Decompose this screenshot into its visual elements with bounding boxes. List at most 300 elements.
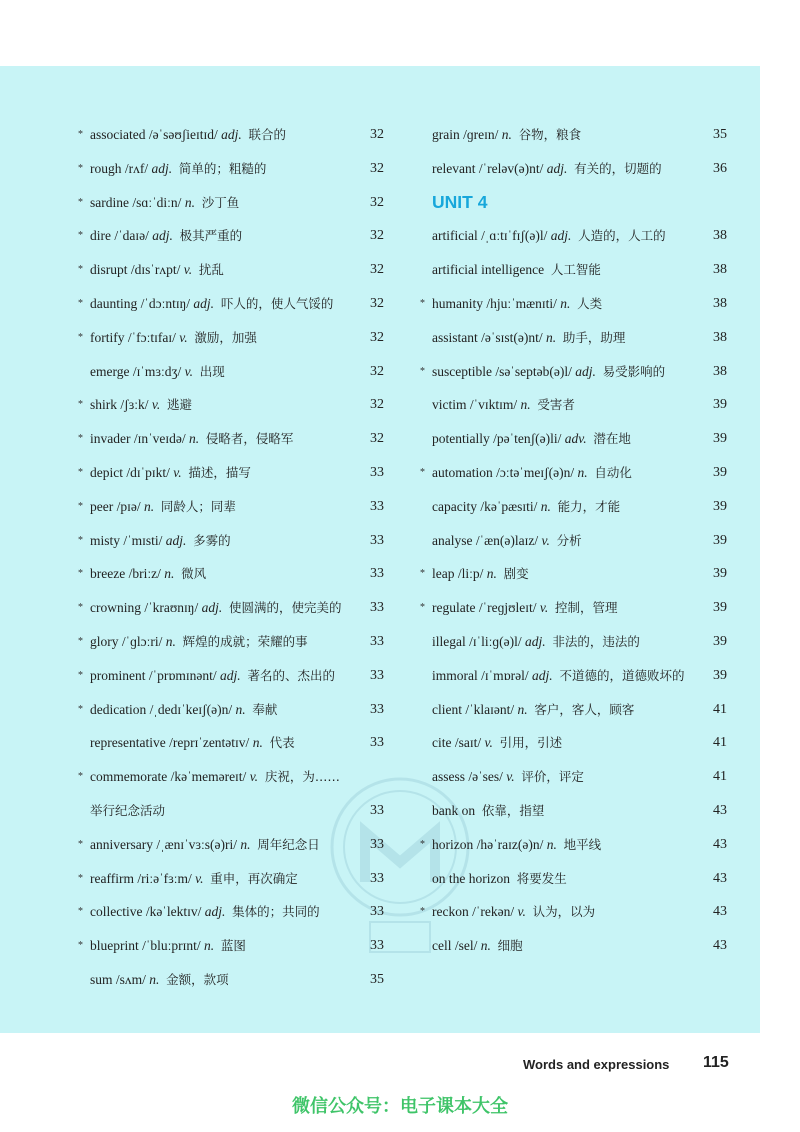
chinese-meaning: 易受影响的 (602, 363, 666, 379)
headword: illegal (432, 633, 466, 649)
phonetic: /reprɪˈzentətɪv/ (169, 735, 250, 751)
word-entry (420, 625, 727, 659)
entry-text (432, 929, 523, 963)
headword: susceptible (432, 363, 492, 379)
headword: humanity (432, 295, 483, 311)
phonetic: /ˈdɔːntɪŋ/ (140, 295, 191, 311)
phonetic: /ˈklaɪənt/ (465, 701, 515, 717)
part-of-speech: n. (235, 701, 246, 717)
entry-text (432, 862, 567, 896)
word-entry (420, 118, 727, 152)
headword: cite (432, 735, 452, 751)
chinese-meaning: 潜在地 (593, 431, 631, 447)
part-of-speech: v. (179, 329, 188, 345)
entry-text (90, 895, 320, 929)
phonetic: /ɔːtəˈmeɪʃ(ə)n/ (496, 464, 575, 480)
headword: reaffirm (90, 870, 134, 886)
chinese-meaning: 举行纪念活动 (90, 802, 166, 818)
page-reference: 43 (713, 802, 727, 818)
chinese-meaning: 细胞 (497, 938, 523, 954)
page-reference: 33 (370, 566, 384, 582)
chinese-meaning: 侵略者，侵略军 (205, 431, 294, 447)
page-reference: 38 (713, 262, 727, 278)
headword: capacity (432, 498, 477, 514)
headword: commemorate (90, 769, 168, 785)
part-of-speech: adj. (220, 667, 241, 683)
word-entry (420, 524, 727, 558)
chinese-meaning: 人类 (577, 295, 603, 311)
page-reference: 32 (370, 329, 384, 345)
word-entry (78, 828, 384, 862)
chinese-meaning: 出现 (199, 363, 225, 379)
headword: regulate (432, 600, 476, 616)
page-reference: 38 (713, 295, 727, 311)
page-reference: 43 (713, 938, 727, 954)
entry-text (90, 524, 231, 558)
entry-text (90, 456, 251, 490)
part-of-speech: adj. (151, 160, 173, 176)
chinese-meaning: 简单的；粗糙的 (178, 160, 267, 176)
asterisk-marker: * (78, 669, 83, 681)
phonetic: /hjuːˈmænɪti/ (486, 295, 557, 311)
page-reference: 32 (370, 262, 384, 278)
entry-text (432, 557, 529, 591)
word-entry (420, 152, 727, 186)
phonetic: /əˈsɪst(ə)nt/ (481, 329, 543, 345)
phonetic: /sel/ (454, 938, 478, 954)
page-reference: 41 (713, 769, 727, 785)
page-reference: 35 (713, 127, 727, 142)
page-reference: 39 (713, 633, 727, 649)
chinese-meaning: 评价，评定 (521, 769, 584, 785)
asterisk-marker: * (78, 399, 83, 411)
part-of-speech: n. (164, 566, 175, 582)
word-entry (420, 355, 727, 389)
page-reference: 38 (713, 228, 727, 244)
word-entry (420, 591, 727, 625)
page-reference: 33 (370, 667, 384, 683)
headword: immoral (432, 667, 478, 683)
entry-text (432, 355, 665, 389)
chinese-meaning: 谷物，粮食 (518, 127, 582, 142)
phonetic: /həˈraɪz(ə)n/ (476, 836, 544, 852)
word-entry (420, 388, 727, 422)
page-reference: 39 (713, 498, 727, 514)
asterisk-marker: * (420, 906, 425, 918)
phonetic: /ˈfɔːtɪfaɪ/ (127, 329, 176, 345)
part-of-speech: adv. (564, 431, 587, 447)
part-of-speech: n. (577, 464, 588, 480)
word-entry (420, 422, 727, 456)
word-entry (420, 895, 727, 929)
phonetic: /ɪˈmɒrəl/ (481, 667, 529, 683)
phonetic: /ɪnˈveɪdə/ (133, 431, 186, 447)
phonetic: /kəˈlektɪv/ (145, 904, 202, 920)
asterisk-marker: * (78, 703, 83, 715)
phonetic: /ˈreləv(ə)nt/ (478, 160, 544, 176)
word-entry (420, 456, 727, 490)
chinese-meaning: 客户，客人，顾客 (534, 701, 635, 717)
word-entry (78, 321, 384, 355)
part-of-speech: v. (249, 769, 259, 785)
entry-text (90, 253, 224, 287)
right-word-column (420, 118, 727, 963)
entry-text (90, 963, 229, 997)
chinese-meaning: 能力，才能 (557, 498, 621, 514)
page-reference: 33 (370, 498, 384, 514)
part-of-speech: adj. (524, 633, 546, 649)
word-entry (78, 659, 384, 693)
chinese-meaning: 不道德的，道德败坏的 (559, 667, 685, 683)
part-of-speech: adj. (221, 127, 242, 142)
page-reference: 35 (370, 971, 384, 987)
chinese-meaning: 控制，管理 (555, 600, 618, 616)
phonetic: /dɪsˈrʌpt/ (130, 262, 181, 278)
headword: associated (90, 127, 146, 142)
page-reference: 33 (370, 701, 384, 717)
part-of-speech: n. (204, 938, 215, 954)
phonetic: /ˈmɪsti/ (123, 532, 163, 548)
headword: bank on (432, 802, 476, 818)
phonetic: /ˈprɒmɪnənt/ (148, 667, 217, 683)
phonetic: /əˈsəʊʃieɪtɪd/ (148, 127, 218, 142)
entry-text (432, 152, 662, 186)
entry-text (90, 388, 192, 422)
page-reference: 38 (713, 363, 727, 379)
headword: fortify (90, 329, 125, 345)
part-of-speech: n. (517, 701, 528, 717)
phonetic: /ˌænɪˈvɜːs(ə)ri/ (156, 836, 238, 852)
part-of-speech: adj. (532, 667, 553, 683)
chinese-meaning: 激励，加强 (194, 329, 257, 345)
phonetic: /əˈses/ (468, 769, 503, 785)
headword: on the horizon (432, 870, 510, 886)
chinese-meaning: 认为，以为 (532, 904, 596, 920)
page-reference: 33 (370, 904, 384, 920)
entry-text (432, 524, 582, 558)
chinese-meaning: 微风 (181, 566, 207, 582)
headword: blueprint (90, 938, 139, 954)
headword: daunting (90, 295, 138, 311)
asterisk-marker: * (78, 331, 83, 343)
chinese-meaning: 引用，引述 (499, 735, 563, 751)
phonetic: /ɪˈliːɡ(ə)l/ (469, 633, 522, 649)
phonetic: /kəˈpæsɪti/ (480, 498, 538, 514)
part-of-speech: n. (540, 498, 551, 514)
entry-text (432, 693, 634, 727)
page-reference: 38 (713, 329, 727, 345)
part-of-speech: v. (517, 904, 526, 920)
word-entry (78, 895, 384, 929)
headword: analyse (432, 532, 473, 548)
entry-text (432, 253, 601, 287)
page-reference: 39 (713, 431, 727, 447)
entry-text (432, 895, 595, 929)
phonetic: /ˈdaɪə/ (114, 228, 149, 244)
chinese-meaning: 自动化 (594, 464, 632, 480)
part-of-speech: v. (184, 363, 194, 379)
headword: automation (432, 464, 493, 480)
word-entry (420, 557, 727, 591)
part-of-speech: n. (252, 735, 263, 751)
chinese-meaning: 吓人的，使人气馁的 (220, 295, 334, 311)
asterisk-marker: * (78, 602, 83, 614)
page-reference: 32 (370, 194, 384, 210)
headword: emerge (90, 363, 130, 379)
headword: rough (90, 160, 122, 176)
headword: prominent (90, 667, 146, 683)
asterisk-marker: * (420, 365, 425, 377)
entry-text (90, 693, 277, 727)
asterisk-marker: * (78, 906, 83, 918)
chinese-meaning: 人工智能 (550, 262, 601, 278)
chinese-meaning: 奉献 (252, 701, 278, 717)
page-reference: 33 (370, 836, 384, 852)
chinese-meaning: 分析 (556, 532, 582, 548)
phonetic: /liːp/ (457, 566, 484, 582)
entry-text (432, 118, 581, 152)
entry-text (90, 118, 286, 152)
page-reference: 43 (713, 904, 727, 920)
page-reference: 43 (713, 870, 727, 886)
entry-text (432, 591, 618, 625)
left-word-column (78, 118, 384, 997)
word-entry (78, 388, 384, 422)
word-entry (78, 118, 384, 152)
word-entry (420, 760, 727, 794)
headword: assess (432, 769, 465, 785)
word-entry (78, 862, 384, 896)
headword: reckon (432, 904, 469, 920)
page-reference: 33 (370, 802, 384, 818)
chinese-meaning: 逃避 (167, 397, 193, 413)
headword: artificial (432, 228, 478, 244)
chinese-meaning: 地平线 (563, 836, 602, 852)
phonetic: /ˈreɡjʊleɪt/ (478, 600, 537, 616)
headword: breeze (90, 566, 126, 582)
word-entry (420, 693, 727, 727)
asterisk-marker: * (78, 466, 83, 478)
part-of-speech: adj. (575, 363, 596, 379)
asterisk-marker: * (78, 534, 83, 546)
chinese-meaning: 庆祝，为…… (264, 769, 340, 785)
entry-text (90, 490, 236, 524)
asterisk-marker: * (78, 196, 83, 208)
phonetic: /sɑːˈdiːn/ (132, 194, 182, 210)
word-entry (78, 186, 384, 220)
headword: crowning (90, 600, 141, 616)
headword: cell (432, 938, 452, 954)
word-entry (420, 862, 727, 896)
entry-text (432, 388, 575, 422)
unit-heading-text: UNIT 4 (432, 191, 488, 212)
phonetic: /ˌdedɪˈkeɪʃ(ə)n/ (149, 701, 233, 717)
asterisk-marker: * (78, 297, 83, 309)
phonetic: /ˌɑːtɪˈfɪʃ(ə)l/ (481, 228, 548, 244)
chinese-meaning: 金额，款项 (166, 971, 229, 987)
asterisk-marker: * (78, 230, 83, 242)
chinese-meaning: 辉煌的成就；荣耀的事 (182, 633, 308, 649)
headword: leap (432, 566, 455, 582)
word-entry (78, 422, 384, 456)
headword: anniversary (90, 836, 153, 852)
entry-text (90, 659, 335, 693)
part-of-speech: n. (545, 329, 557, 345)
entry-text (432, 490, 620, 524)
part-of-speech: adj. (546, 160, 568, 176)
asterisk-marker: * (78, 940, 83, 952)
word-entry (78, 524, 384, 558)
part-of-speech: v. (541, 532, 550, 548)
chinese-meaning: 助手，助理 (562, 329, 626, 345)
word-entry (78, 287, 384, 321)
part-of-speech: v. (506, 769, 515, 785)
word-entry (78, 253, 384, 287)
page-reference: 33 (370, 938, 384, 954)
page-reference: 39 (713, 566, 727, 582)
word-entry (78, 557, 384, 591)
word-entry (420, 219, 727, 253)
part-of-speech: v. (183, 262, 193, 278)
entry-text (90, 557, 206, 591)
asterisk-marker: * (78, 500, 83, 512)
word-entry (78, 963, 384, 997)
part-of-speech: adj. (152, 228, 173, 244)
entry-text (90, 321, 257, 355)
chinese-meaning: 将要发生 (516, 870, 567, 886)
asterisk-marker: * (78, 771, 83, 783)
part-of-speech: n. (184, 194, 195, 210)
headword: glory (90, 633, 119, 649)
chinese-meaning: 有关的，切题的 (574, 160, 662, 176)
headword: horizon (432, 836, 474, 852)
footer-section-label: Words and expressions (523, 1057, 670, 1072)
word-entry (420, 287, 727, 321)
phonetic: /briːz/ (128, 566, 161, 582)
headword: assistant (432, 329, 478, 345)
word-entry (78, 152, 384, 186)
phonetic: /sʌm/ (115, 971, 146, 987)
phonetic: /ˈvɪktɪm/ (469, 397, 518, 413)
word-entry (420, 726, 727, 760)
page-reference: 33 (370, 600, 384, 616)
page-reference: 32 (370, 295, 384, 311)
headword: artificial intelligence (432, 262, 545, 278)
page-reference: 33 (370, 735, 384, 751)
phonetic: /ˈkraʊnɪŋ/ (144, 600, 199, 616)
page-reference: 39 (713, 600, 727, 616)
asterisk-marker: * (78, 162, 83, 174)
entry-text (432, 422, 631, 456)
headword: disrupt (90, 262, 128, 278)
part-of-speech: n. (480, 938, 491, 954)
chinese-meaning: 集体的；共同的 (232, 904, 320, 920)
part-of-speech: n. (501, 127, 512, 142)
chinese-meaning: 著名的、杰出的 (247, 667, 335, 683)
entry-text (432, 625, 640, 659)
headword: dire (90, 228, 111, 244)
headword: invader (90, 431, 131, 447)
word-entry (78, 355, 384, 389)
phonetic: /rʌf/ (124, 160, 149, 176)
part-of-speech: adj. (165, 532, 187, 548)
page-reference: 39 (713, 397, 727, 413)
page-reference: 33 (370, 464, 384, 480)
part-of-speech: adj. (204, 904, 226, 920)
page-reference: 32 (370, 228, 384, 244)
part-of-speech: v. (173, 464, 182, 480)
chinese-meaning: 周年纪念日 (257, 836, 320, 852)
page-reference: 39 (713, 667, 727, 683)
word-entry (420, 794, 727, 828)
entry-text (90, 625, 308, 659)
entry-text (90, 828, 320, 862)
asterisk-marker: * (78, 433, 83, 445)
asterisk-marker: * (420, 297, 425, 309)
part-of-speech: n. (546, 836, 557, 852)
page-reference: 41 (713, 735, 727, 751)
page-reference: 32 (370, 397, 384, 413)
page-reference: 32 (370, 160, 384, 176)
page-reference: 39 (713, 532, 727, 548)
part-of-speech: n. (188, 431, 200, 447)
headword: collective (90, 904, 143, 920)
chinese-meaning: 人造的，人工的 (578, 228, 666, 244)
word-entry (78, 693, 384, 727)
word-entry (420, 828, 727, 862)
page-reference: 33 (370, 633, 384, 649)
part-of-speech: v. (484, 735, 493, 751)
entry-text (90, 186, 239, 220)
headword: relevant (432, 160, 476, 176)
entry-text (432, 321, 625, 355)
chinese-meaning: 重申，再次确定 (210, 870, 298, 886)
headword: peer (90, 498, 114, 514)
page-reference: 33 (370, 870, 384, 886)
headword: potentially (432, 431, 490, 447)
entry-text (432, 659, 684, 693)
page-reference: 32 (370, 127, 384, 142)
part-of-speech: n. (149, 971, 160, 987)
part-of-speech: v. (539, 600, 549, 616)
asterisk-marker: * (78, 129, 83, 140)
entry-text (90, 726, 295, 760)
chinese-meaning: 同龄人；同辈 (160, 498, 236, 514)
asterisk-marker: * (78, 635, 83, 647)
chinese-meaning: 非法的，违法的 (552, 633, 640, 649)
footer-page-number: 115 (703, 1054, 729, 1071)
entry-text (90, 794, 165, 828)
page-reference: 32 (370, 363, 384, 379)
part-of-speech: adj. (550, 228, 572, 244)
entry-text (90, 355, 225, 389)
entry-text (432, 219, 666, 253)
phonetic: /saɪt/ (454, 735, 482, 751)
page-reference: 39 (713, 464, 727, 480)
asterisk-marker: * (420, 466, 425, 478)
headword: grain (432, 127, 460, 142)
part-of-speech: n. (143, 498, 155, 514)
word-entry (78, 625, 384, 659)
asterisk-marker: * (420, 602, 425, 614)
chinese-meaning: 依靠，指望 (481, 802, 545, 818)
entry-text (90, 152, 266, 186)
chinese-meaning: 扰乱 (198, 262, 224, 278)
chinese-meaning: 描述，描写 (188, 464, 251, 480)
word-entry (78, 591, 384, 625)
entry-text (90, 591, 341, 625)
word-entry (78, 219, 384, 253)
